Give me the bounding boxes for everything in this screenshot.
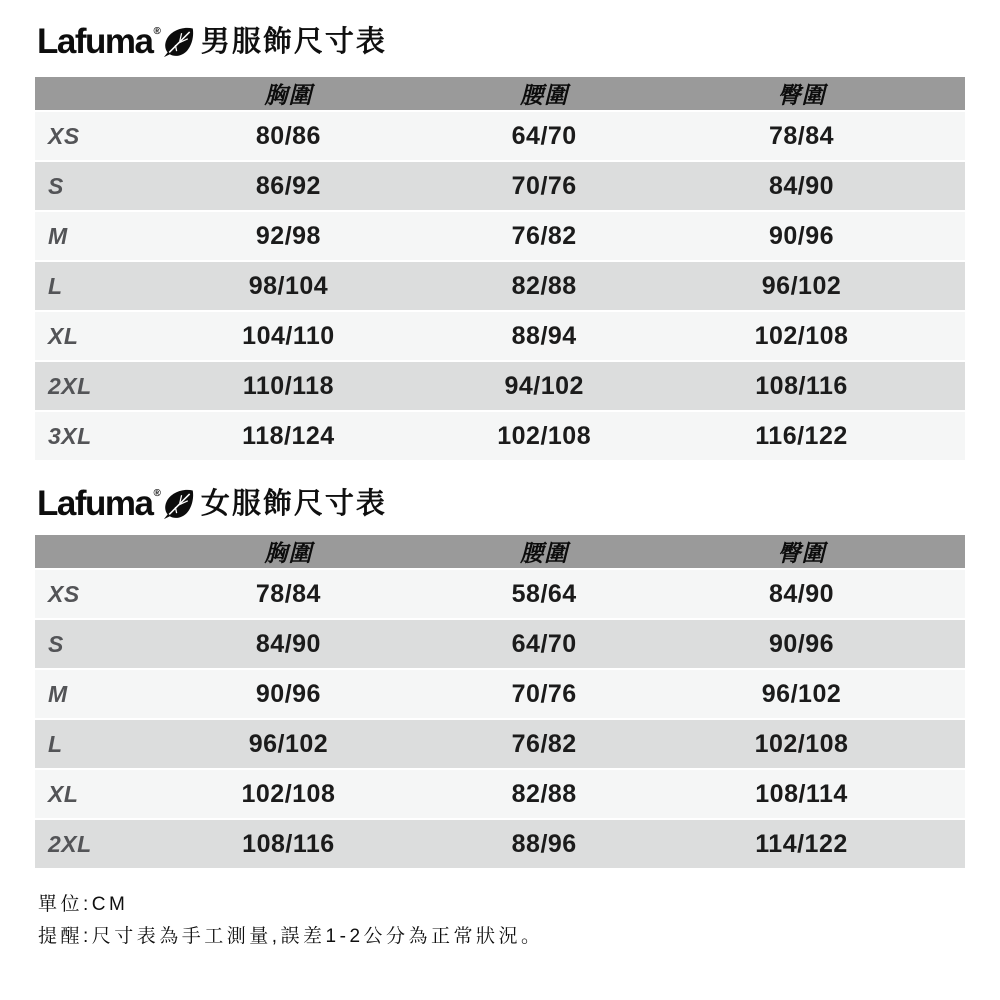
footer-notes [35,889,965,954]
chest-value: 86/92 [255,171,321,200]
hip-value: 84/90 [768,171,835,200]
mens-title-text: 男服飾尺寸表 [200,26,387,58]
table-row [35,669,965,719]
lafuma-wordmark: Lafuma [37,22,153,61]
table-header-row [35,535,965,569]
size-label: 3XL [48,422,92,449]
measurement-note: 提醒:尺寸表為手工測量,誤差1-2公分為正常狀況。 [38,926,544,948]
size-label: M [48,222,68,249]
waist-column-header: 腰圍 [416,77,672,111]
waist-value: 70/76 [511,171,577,200]
table-header-row [35,77,965,111]
waist-value: 88/96 [511,829,577,858]
size-label: L [48,730,63,757]
hip-column-header: 臀圍 [672,77,965,111]
table-row [35,569,965,619]
leaf-icon [163,489,194,520]
mens-size-table [35,77,965,462]
size-label: XS [48,580,80,607]
chest-value: 118/124 [242,421,335,450]
waist-value: 76/82 [511,221,577,250]
registered-trademark: ® [153,488,161,499]
chest-value: 98/104 [248,271,329,300]
waist-value: 102/108 [497,421,592,450]
waist-value: 82/88 [511,271,577,300]
lafuma-wordmark: Lafuma [37,484,153,523]
lafuma-logo [37,23,162,61]
waist-value: 88/94 [511,321,577,350]
size-label: M [48,680,68,707]
hip-value: 96/102 [761,271,842,300]
leaf-icon [163,27,194,58]
table-row [35,819,965,869]
chest-value: 104/110 [242,321,335,350]
mens-section-title [37,22,965,62]
chest-value: 108/116 [242,829,335,858]
chest-value: 102/108 [241,779,336,808]
size-label: XL [48,780,79,807]
hip-value: 108/114 [755,779,848,808]
chest-value: 96/102 [248,729,329,758]
waist-value: 64/70 [511,629,577,658]
womens-section-title [37,484,965,524]
hip-value: 108/116 [755,371,848,400]
registered-trademark: ® [153,26,161,37]
waist-column-header: 腰圍 [416,535,672,569]
waist-value: 82/88 [511,779,577,808]
chest-value: 78/84 [255,579,321,608]
hip-value: 90/96 [768,221,835,250]
size-label: XL [48,322,79,349]
table-row [35,411,965,461]
table-row [35,161,965,211]
chest-value: 80/86 [255,121,321,150]
chest-value: 84/90 [255,629,321,658]
waist-value: 94/102 [504,371,584,400]
hip-value: 102/108 [754,729,849,758]
unit-note: 單位:CM [38,894,129,915]
size-label: 2XL [48,372,92,399]
chest-column-header: 胸圍 [161,77,417,111]
chest-value: 110/118 [242,371,334,400]
chest-value: 90/96 [255,679,321,708]
womens-title-text: 女服飾尺寸表 [200,488,387,520]
table-row [35,719,965,769]
size-column-header [35,535,161,569]
table-row [35,261,965,311]
hip-value: 96/102 [761,679,842,708]
table-row [35,619,965,669]
table-row [35,769,965,819]
hip-value: 102/108 [754,321,849,350]
table-row [35,111,965,161]
table-row [35,211,965,261]
hip-value: 78/84 [768,121,835,150]
chest-column-header: 胸圍 [161,535,417,569]
size-label: XS [48,122,80,149]
womens-size-section [35,484,965,870]
hip-value: 114/122 [755,829,848,858]
hip-value: 84/90 [768,579,835,608]
size-label: S [48,630,64,657]
size-column-header [35,77,161,111]
size-label: L [48,272,63,299]
waist-value: 76/82 [511,729,577,758]
hip-value: 90/96 [768,629,835,658]
hip-value: 116/122 [755,421,848,450]
size-label: 2XL [48,830,92,857]
size-label: S [48,172,64,199]
table-row [35,311,965,361]
mens-size-section [35,22,965,462]
chest-value: 92/98 [255,221,321,250]
lafuma-logo [37,485,162,523]
womens-size-table [35,535,965,870]
hip-column-header: 臀圍 [672,535,965,569]
waist-value: 70/76 [511,679,577,708]
table-row [35,361,965,411]
waist-value: 64/70 [511,121,577,150]
waist-value: 58/64 [511,579,577,608]
